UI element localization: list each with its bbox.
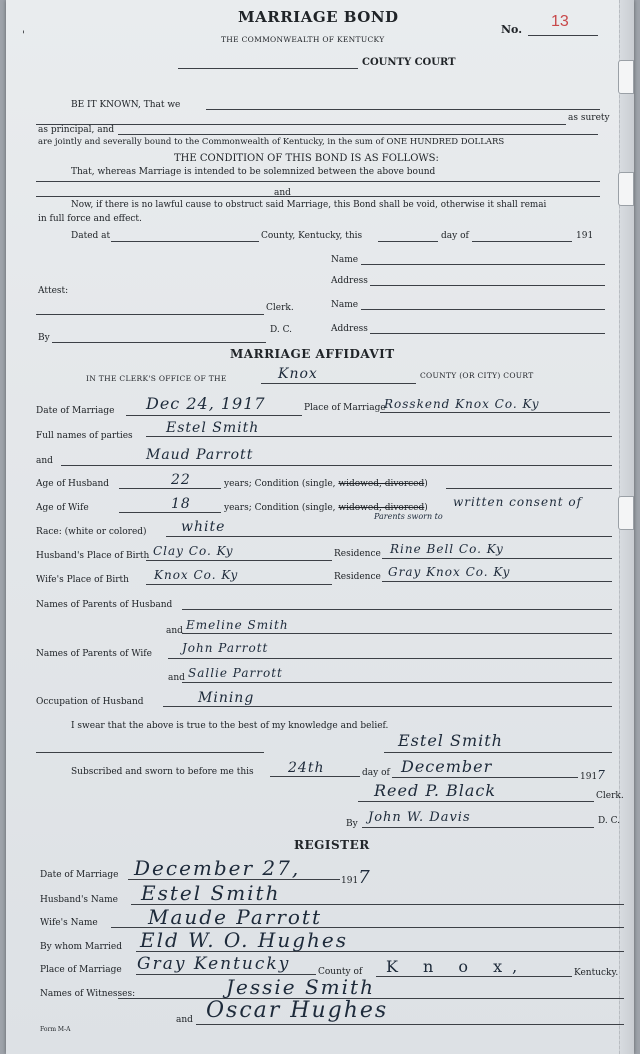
age-husband-value: 22 [171,472,191,488]
binder-tab [618,172,634,206]
rule [182,633,612,634]
husband-birth-value: Clay Co. Ky [153,544,234,558]
rule [380,412,610,413]
party1-name: Estel Smith [166,420,260,436]
register-heading: REGISTER [294,838,370,852]
parents-husband-2: Emeline Smith [186,618,289,632]
subscribed-day-of: day of [362,768,390,778]
county-ky-this: County, Kentucky, this [261,231,363,241]
register-date-value: December 27, [134,856,301,880]
rule [182,682,612,683]
rule [382,558,612,559]
parents-husband-label: Names of Parents of Husband [36,600,173,610]
rule [382,581,612,582]
rule [361,264,605,265]
bond-and: and [274,188,291,198]
bond-by-label: By [38,333,50,343]
rule [119,488,221,489]
witnesses-and: and [176,1015,193,1025]
register-date-label: Date of Marriage [40,870,119,880]
swear-text: I swear that the above is true to the best of my knowledge and belief. [71,721,389,731]
day-of-label: day of [441,231,469,241]
place-marriage-label: Place of Marriage [304,403,386,413]
rule [146,560,332,561]
rule [392,777,578,778]
husband-name-value: Estel Smith [141,881,281,905]
binder-tab [618,496,634,530]
rule [446,488,612,489]
rule [52,342,266,343]
clerks-office-label: IN THE CLERK'S OFFICE OF THE [86,374,227,383]
affidavit-dc-label: D. C. [598,816,621,826]
as-principal: as principal, and [38,125,115,135]
bond-clerk-label: Clerk. [266,303,294,313]
rule [472,241,572,242]
rule [261,383,416,384]
husband-name-label: Husband's Name [40,895,119,905]
register-county-label: County of [318,967,363,977]
age-wife-value: 18 [171,496,191,512]
married-by-value: Eld W. O. Hughes [140,928,348,952]
bond-no-label: No. [501,23,523,36]
name-label-2: Name [331,300,359,310]
rule [178,68,358,69]
witness-1: Jessie Smith [226,975,375,999]
jointly-bound: are jointly and severally bound to the Commonwealth of Kentucky, in the sum of ONE HUNDRED DOLLARS [38,137,505,147]
register-place-label: Place of Marriage [40,965,122,975]
parents-wife-label: Names of Parents of Wife [36,649,152,659]
affidavit-heading: MARRIAGE AFFIDAVIT [230,347,395,361]
witnesses-label: Names of Witnesses: [40,989,136,999]
rule [384,752,612,753]
wife-residence-value: Gray Knox Co. Ky [388,565,511,579]
condition-husband: years; Condition (single, widowed, divorced) [224,479,428,489]
year-prefix: 191 [576,231,594,241]
binder-tab [618,60,634,94]
be-it-known: BE IT KNOWN, That we [71,100,181,110]
wife-consent-note-2: Parents sworn to [374,512,443,521]
affidavit-county-handwritten: Knox [278,366,318,382]
as-surety: as surety [568,113,610,123]
parents-wife-and: and [168,673,185,683]
now-if-text: Now, if there is no lawful cause to obstruct said Marriage, this Bond shall be void, otherwise it shall remai [71,200,547,210]
rule [358,801,594,802]
rule [182,609,612,610]
register-place-value: Gray Kentucky [137,954,291,974]
register-kentucky: Kentucky. [574,968,619,978]
wife-residence-label: Residence [334,572,381,582]
full-names-label: Full names of parties [36,431,133,441]
wife-name-label: Wife's Name [40,918,98,928]
rule [146,584,332,585]
marriage-bond-document [6,0,634,1054]
dated-at-label: Dated at [71,231,111,241]
subscribed-year: 1917 [580,768,606,782]
ink-mark: ' [22,30,25,41]
age-wife-label: Age of Wife [36,503,89,513]
husband-birth-label: Husband's Place of Birth [36,551,150,561]
rule [118,134,598,135]
subscribed-label: Subscribed and sworn to before me this [71,767,254,777]
parents-wife-1: John Parrott [182,641,269,655]
rule [126,415,302,416]
rule [166,536,612,537]
rule [119,512,221,513]
rule [36,752,264,753]
wife-consent-note: written consent of [453,495,583,509]
condition-wife: years; Condition (single, widowed, divorced) [224,503,428,513]
rule [362,827,594,828]
form-number: Form M-A [40,1026,71,1033]
party2-name: Maud Parrott [146,447,254,463]
affidavit-clerk-label: Clerk. [596,791,624,801]
affidavit-county-court: COUNTY (OR CITY) COURT [420,371,534,380]
bond-number: 13 [551,13,569,30]
rule [146,436,612,437]
wife-birth-value: Knox Co. Ky [154,568,239,582]
age-husband-label: Age of Husband [36,479,110,489]
clerk-signature: Reed P. Black [374,781,497,800]
address-label-2: Address [331,324,368,334]
date-marriage-value: Dec 24, 1917 [146,394,266,413]
full-force-text: in full force and effect. [38,214,142,224]
married-by-label: By whom Married [40,942,123,952]
whereas-text: That, whereas Marriage is intended to be solemnized between the above bound [71,167,436,177]
race-value: white [181,519,226,535]
occupation-label: Occupation of Husband [36,697,144,707]
rule [111,241,259,242]
affidavit-by-label: By [346,819,358,829]
condition-heading: THE CONDITION OF THIS BOND IS AS FOLLOWS: [174,153,439,164]
wife-name-value: Maude Parrott [148,905,322,929]
husband-residence-value: Rine Bell Co. Ky [390,542,504,556]
rule [206,109,600,110]
rule [270,776,360,777]
rule [36,314,264,315]
date-marriage-label: Date of Marriage [36,406,115,416]
rule [168,658,612,659]
address-label-1: Address [331,276,368,286]
attest-label: Attest: [38,286,69,296]
subscribed-month: December [401,757,493,776]
rule [61,465,612,466]
rule [528,35,598,36]
rule [370,285,605,286]
race-label: Race: (white or colored) [36,527,147,537]
register-year: 1917 [341,867,371,888]
wife-birth-label: Wife's Place of Birth [36,575,129,585]
and-label: and [36,456,53,466]
husband-residence-label: Residence [334,549,381,559]
register-county-value: K n o x, [386,957,528,976]
parents-husband-and: and [166,626,183,636]
bond-subtitle: THE COMMONWEALTH OF KENTUCKY [221,35,385,44]
rule [378,241,438,242]
subscribed-day: 24th [288,760,325,776]
place-marriage-value: Rosskend Knox Co. Ky [384,397,540,411]
county-court-label: COUNTY COURT [362,57,456,68]
rule [163,706,612,707]
affiant-signature: Estel Smith [398,731,503,750]
rule [36,181,600,182]
bond-dc-label: D. C. [270,325,293,335]
rule [36,124,566,125]
parents-wife-2: Sallie Parrott [188,666,283,680]
rule [361,309,605,310]
rule [36,196,600,197]
occupation-value: Mining [198,690,255,706]
rule [196,1024,624,1025]
name-label-1: Name [331,255,359,265]
witness-2: Oscar Hughes [206,998,389,1023]
dc-signature: John W. Davis [368,810,471,825]
bond-title: MARRIAGE BOND [238,8,399,26]
rule [370,333,605,334]
